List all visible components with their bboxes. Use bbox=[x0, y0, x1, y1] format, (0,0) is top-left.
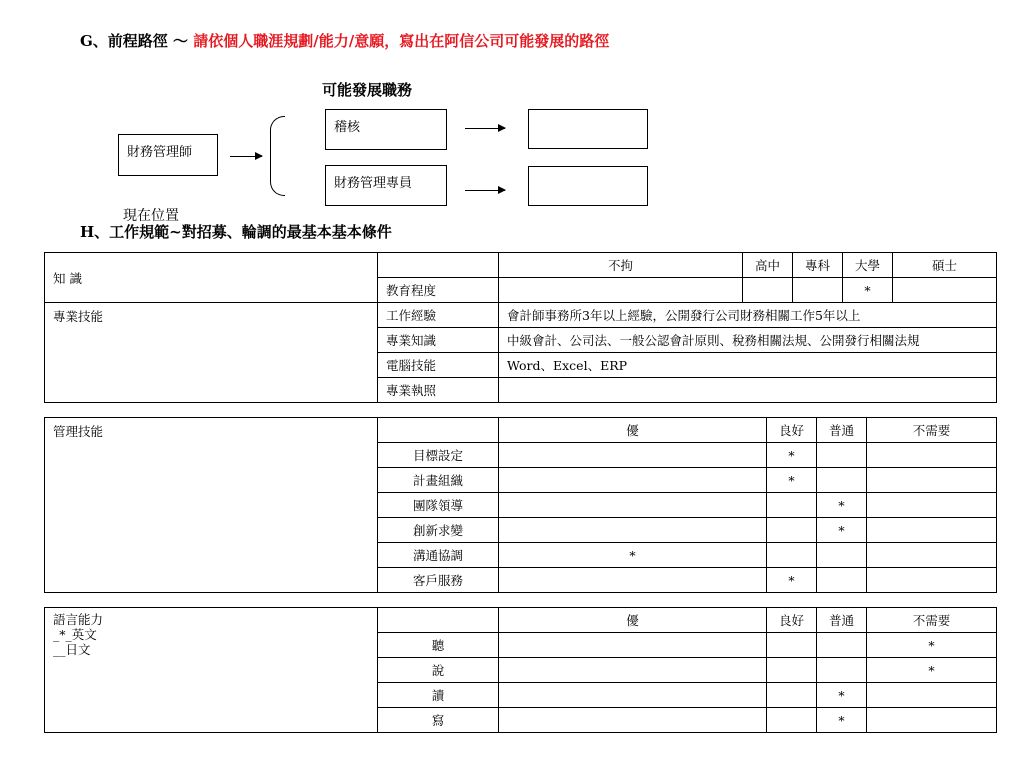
level-header: 不需要 bbox=[867, 608, 997, 633]
option-2-box bbox=[325, 165, 447, 206]
skill-mark bbox=[767, 543, 817, 568]
brace-shape bbox=[270, 116, 285, 196]
language-mark: * bbox=[817, 708, 867, 733]
skill-label: 計畫組織 bbox=[378, 468, 499, 493]
skill-mark bbox=[867, 568, 997, 593]
skill-mark: * bbox=[767, 568, 817, 593]
language-japanese: __日文 bbox=[53, 642, 91, 657]
management-category: 管理技能 bbox=[45, 418, 378, 593]
professional-row-value bbox=[499, 378, 997, 403]
option-1-box bbox=[325, 109, 447, 150]
language-category-cell bbox=[45, 608, 378, 733]
language-skill-label: 說 bbox=[378, 658, 499, 683]
language-skill-label: 讀 bbox=[378, 683, 499, 708]
option-1-text: 稽核 bbox=[334, 120, 361, 135]
education-mark bbox=[499, 278, 743, 303]
skill-mark bbox=[767, 518, 817, 543]
language-skill-label: 聽 bbox=[378, 633, 499, 658]
language-table bbox=[44, 607, 997, 733]
skill-mark bbox=[867, 443, 997, 468]
skill-mark bbox=[499, 493, 767, 518]
language-mark bbox=[867, 708, 997, 733]
requirements-table bbox=[44, 252, 997, 403]
skill-mark bbox=[499, 568, 767, 593]
skill-mark: * bbox=[767, 468, 817, 493]
current-position-text: 財務管理師 bbox=[127, 145, 193, 160]
level-header: 不拘 bbox=[499, 253, 743, 278]
language-category: 語言能力 bbox=[53, 612, 104, 627]
professional-row-label: 電腦技能 bbox=[378, 353, 499, 378]
option-2-text: 財務管理專員 bbox=[334, 176, 413, 191]
level-header: 高中 bbox=[743, 253, 793, 278]
section-g-heading bbox=[80, 30, 609, 51]
professional-row-label: 專業執照 bbox=[378, 378, 499, 403]
level-header: 普通 bbox=[817, 608, 867, 633]
skill-mark bbox=[817, 543, 867, 568]
language-mark bbox=[767, 658, 817, 683]
level-header: 專科 bbox=[793, 253, 843, 278]
possible-positions-label: 可能發展職務 bbox=[322, 81, 413, 99]
language-mark: * bbox=[867, 658, 997, 683]
level-header: 優 bbox=[499, 608, 767, 633]
section-g-instruction: 請依個人職涯規劃/能力/意願，寫出在阿信公司可能發展的路徑 bbox=[193, 32, 610, 50]
education-label: 教育程度 bbox=[378, 278, 499, 303]
language-mark bbox=[499, 633, 767, 658]
skill-mark bbox=[817, 468, 867, 493]
language-mark bbox=[867, 683, 997, 708]
professional-row-value: 會計師事務所3年以上經驗，公開發行公司財務相關工作5年以上 bbox=[499, 303, 997, 328]
skill-label: 目標設定 bbox=[378, 443, 499, 468]
skill-mark bbox=[499, 443, 767, 468]
skill-mark: * bbox=[817, 518, 867, 543]
language-mark: * bbox=[867, 633, 997, 658]
knowledge-category: 知 識 bbox=[45, 253, 378, 303]
professional-row-value: 中級會計、公司法、一般公認會計原則、稅務相關法規、公開發行相關法規 bbox=[499, 328, 997, 353]
language-mark bbox=[499, 708, 767, 733]
skill-mark: * bbox=[767, 443, 817, 468]
target-box-1 bbox=[528, 109, 648, 149]
level-header: 普通 bbox=[817, 418, 867, 443]
skill-label: 團隊領導 bbox=[378, 493, 499, 518]
level-header: 優 bbox=[499, 418, 767, 443]
skill-mark bbox=[499, 518, 767, 543]
language-mark bbox=[817, 658, 867, 683]
education-mark: * bbox=[843, 278, 893, 303]
education-mark bbox=[743, 278, 793, 303]
target-box-2 bbox=[528, 166, 648, 206]
language-mark bbox=[767, 633, 817, 658]
level-header: 良好 bbox=[767, 608, 817, 633]
professional-row-label: 工作經驗 bbox=[378, 303, 499, 328]
current-position-label: 現在位置 bbox=[123, 208, 179, 224]
skill-label: 客戶服務 bbox=[378, 568, 499, 593]
management-table bbox=[44, 417, 997, 593]
skill-mark bbox=[867, 518, 997, 543]
skill-label: 創新求變 bbox=[378, 518, 499, 543]
education-mark bbox=[893, 278, 997, 303]
arrow-icon bbox=[465, 190, 505, 191]
skill-mark bbox=[867, 468, 997, 493]
professional-row-value: Word、Excel、ERP bbox=[499, 353, 997, 378]
section-g-title: G、前程路徑 ～ bbox=[80, 32, 194, 50]
professional-row-label: 專業知識 bbox=[378, 328, 499, 353]
language-english: _*_英文 bbox=[53, 627, 97, 642]
skill-mark: * bbox=[499, 543, 767, 568]
arrow-icon bbox=[465, 128, 505, 129]
language-skill-label: 寫 bbox=[378, 708, 499, 733]
language-mark bbox=[499, 683, 767, 708]
level-header: 大學 bbox=[843, 253, 893, 278]
language-mark bbox=[499, 658, 767, 683]
professional-category: 專業技能 bbox=[45, 303, 378, 403]
skill-label: 溝通協調 bbox=[378, 543, 499, 568]
skill-mark bbox=[867, 493, 997, 518]
level-header: 碩士 bbox=[893, 253, 997, 278]
skill-mark bbox=[867, 543, 997, 568]
language-mark: * bbox=[817, 683, 867, 708]
skill-mark bbox=[767, 493, 817, 518]
skill-mark: * bbox=[817, 493, 867, 518]
skill-mark bbox=[817, 568, 867, 593]
language-mark bbox=[767, 708, 817, 733]
education-mark bbox=[793, 278, 843, 303]
level-header: 良好 bbox=[767, 418, 817, 443]
skill-mark bbox=[817, 443, 867, 468]
skill-mark bbox=[499, 468, 767, 493]
language-mark bbox=[817, 633, 867, 658]
arrow-icon bbox=[230, 156, 262, 157]
level-header: 不需要 bbox=[867, 418, 997, 443]
language-mark bbox=[767, 683, 817, 708]
current-position-box bbox=[118, 134, 218, 176]
section-h-title: H、工作規範~對招募、輪調的最基本基本條件 bbox=[80, 223, 392, 241]
